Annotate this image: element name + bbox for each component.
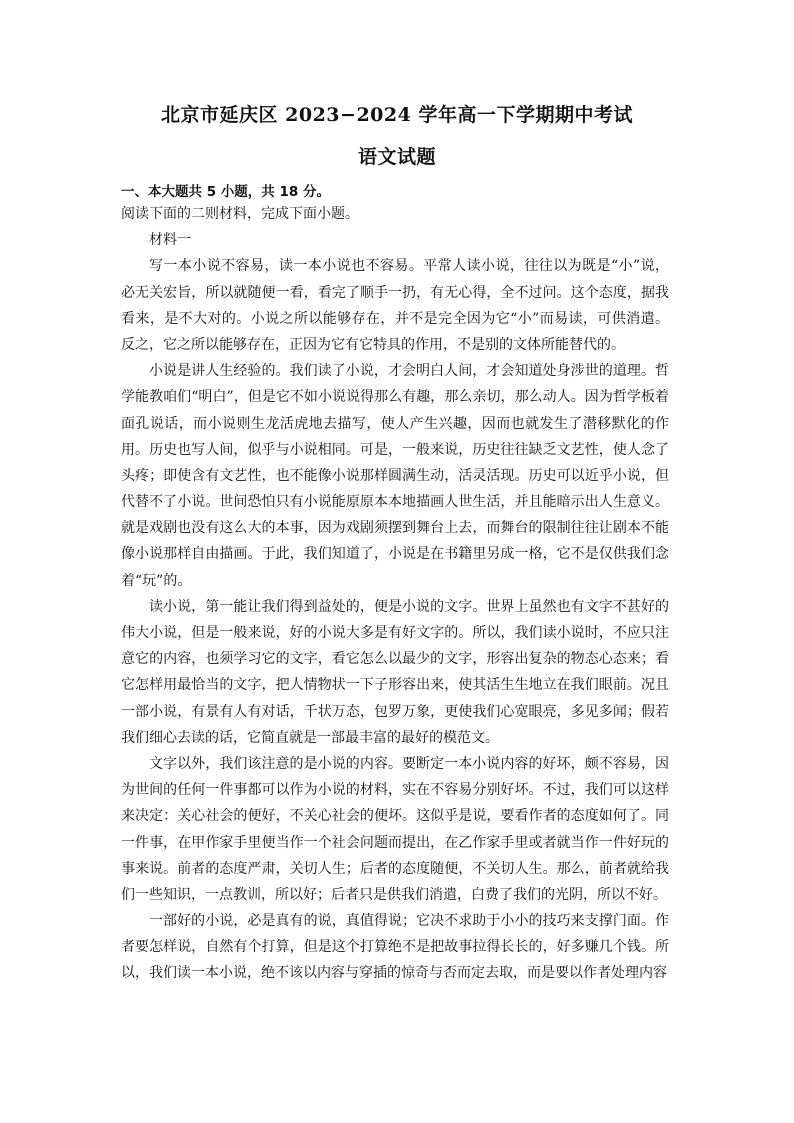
- paragraph-line: 们一些知识，一点教训，所以好；后者只是供我们消遣，白费了我们的光阴，所以不好。: [121, 886, 667, 903]
- paragraph-line: 就是戏剧也没有这么大的本事，因为戏剧须摆到舞台上去，而舞台的限制往往让剧本不能: [121, 520, 669, 537]
- paragraph-line: 为世间的任何一件事都可以作为小说的材料，实在不容易分别好坏。不过，我们可以这样: [121, 782, 669, 799]
- paragraph-line: 一部好的小说，必是真有的说，真值得说；它决不求助于小小的技巧来支撑门面。作: [149, 913, 669, 930]
- paragraph-line: 文字以外，我们该注意的是小说的内容。要断定一本小说内容的好坏，颇不容易，因: [149, 755, 669, 772]
- paragraph-line: 一件事，在甲作家手里便当作一个社会问题而提出，在乙作家手里或者就当作一件好玩的: [121, 834, 669, 851]
- paragraph-line: 头疼；即使含有文艺性，也不能像小说那样圆满生动，活灵活现。历史可以近乎小说，但: [121, 467, 669, 484]
- document-subtitle: 语文试题: [357, 146, 436, 168]
- material-label: 材料一: [149, 232, 191, 249]
- paragraph-line: 着“玩”的。: [121, 572, 192, 589]
- paragraph-line: 它怎样用最恰当的文字，把人情物状一下子形容出来，使其活生生地立在我们眼前。况且: [121, 677, 669, 694]
- document-body: [121, 201, 669, 987]
- paragraph-line: 反之，它之所以能够存在，正因为它有它特具的作用，不是别的文体所能替代的。: [121, 336, 625, 353]
- paragraph-line: 小说是讲人生经验的。我们读了小说，才会明白人间，才会知道处身涉世的道理。哲: [149, 363, 669, 380]
- paragraph-line: 者要怎样说，自然有个打算，但是这个打算绝不是把故事拉得长长的，好多赚几个钱。所: [121, 939, 669, 956]
- paragraph-line: 事来说。前者的态度严肃，关切人生；后者的态度随便，不关切人生。那么，前者就给我: [121, 860, 669, 877]
- instruction-line: 阅读下面的二则材料，完成下面小题。: [121, 206, 359, 222]
- paragraph-line: 面孔说话，而小说则生龙活虎地去描写，使人产生兴趣，因而也就发生了潜移默化的作: [121, 415, 669, 432]
- paragraph-line: 以，我们读一本小说，绝不该以内容与穿插的惊奇与否而定去取，而是要以作者处理内容: [121, 965, 667, 982]
- paragraph-line: 意它的内容，也须学习它的文字，看它怎么以最少的文字，形容出复杂的物态心态来；看: [121, 651, 669, 668]
- paragraph-line: 来决定：关心社会的便好，不关心社会的便坏。这似乎是说，要看作者的态度如何了。同: [121, 808, 669, 825]
- section-heading: 一、本大题共 5 小题，共 18 分。: [121, 184, 330, 200]
- paragraph-line: 伟大小说，但是一般来说，好的小说大多是有好文字的。所以，我们读小说时，不应只注: [121, 625, 669, 641]
- paragraph-line: 读小说，第一能让我们得到益处的，便是小说的文字。世界上虽然也有文字不甚好的: [149, 598, 669, 615]
- document-title: 北京市延庆区 2023−2024 学年高一下学期期中考试: [161, 104, 633, 126]
- paragraph-line: 我们细心去读的话，它简直就是一部最丰富的最好的模范文。: [121, 729, 499, 746]
- paragraph-line: 用。历史也写人间，似乎与小说相同。可是，一般来说，历史往往缺乏文艺性，使人念了: [121, 441, 669, 458]
- paragraph-line: 像小说那样自由描画。于此，我们知道了，小说是在书籍里另成一格，它不是仅供我们念: [121, 546, 669, 563]
- paragraph-line: 必无关宏旨，所以就随便一看，看完了顺手一扔，有无心得，全不过问。这个态度，据我: [121, 284, 669, 301]
- paragraph-line: 学能教咱们“明白”，但是它不如小说说得那么有趣，那么亲切，那么动人。因为哲学板着: [121, 389, 669, 406]
- paragraph-line: 一部小说，有景有人有对话，千状万态，包罗万象，更使我们心宽眼亮，多见多闻；假若: [121, 703, 669, 720]
- paragraph-line: 代替不了小说。世间恐怕只有小说能原原本本地描画人世生活，并且能暗示出人生意义。: [121, 494, 669, 511]
- paragraph-line: 写一本小说不容易，读一本小说也不容易。平常人读小说，往往以为既是“小”说，: [149, 258, 669, 275]
- paragraph-line: 看来，是不大对的。小说之所以能够存在，并不是完全因为它“小”而易读，可供消遣。: [121, 310, 669, 327]
